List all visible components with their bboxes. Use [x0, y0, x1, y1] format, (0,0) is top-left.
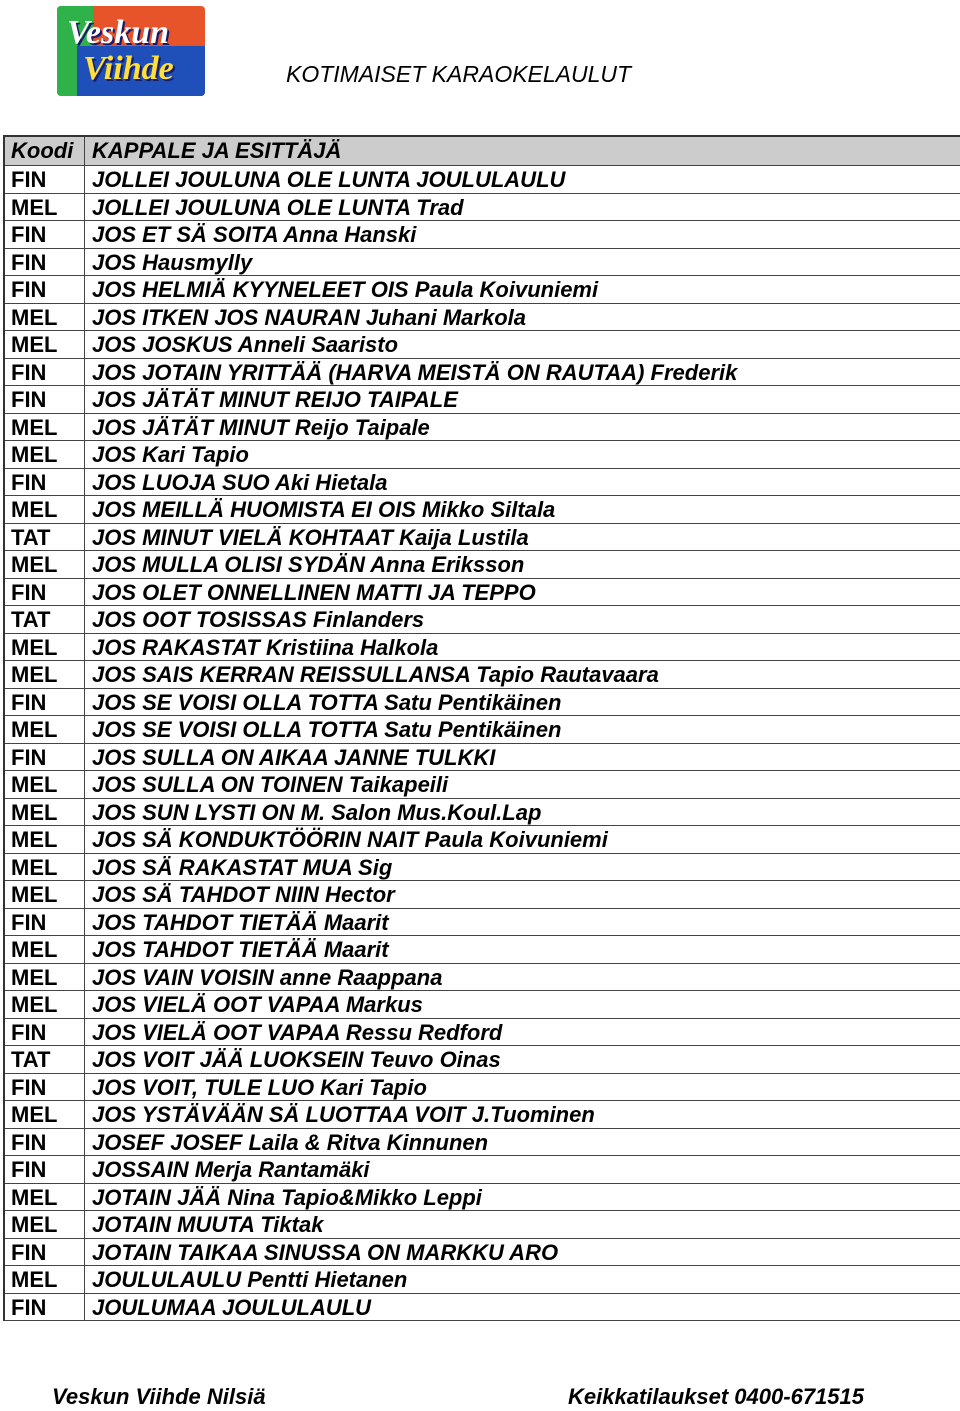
- cell-title: JOLLEI JOULUNA OLE LUNTA Trad: [92, 194, 464, 220]
- cell-title: JOS SUN LYSTI ON M. Salon Mus.Koul.Lap: [92, 799, 542, 825]
- cell-code: MEL: [5, 799, 85, 826]
- cell-code: FIN: [5, 221, 85, 248]
- cell-code: TAT: [5, 606, 85, 633]
- cell-code: FIN: [5, 249, 85, 276]
- cell-code: MEL: [5, 936, 85, 963]
- table-row: [5, 634, 960, 662]
- cell-code: FIN: [5, 1129, 85, 1156]
- table-header-row: [5, 137, 960, 166]
- cell-title: JOTAIN TAIKAA SINUSSA ON MARKKU ARO: [92, 1239, 559, 1265]
- cell-code: MEL: [5, 854, 85, 881]
- table-row: [5, 1129, 960, 1157]
- table-row: [5, 386, 960, 414]
- cell-title: JOS VOIT JÄÄ LUOKSEIN Teuvo Oinas: [92, 1047, 501, 1072]
- table-row: [5, 771, 960, 799]
- table-row: [5, 1019, 960, 1047]
- table-row: [5, 716, 960, 744]
- cell-code: MEL: [5, 551, 85, 578]
- cell-title: JOTAIN MUUTA Tiktak: [92, 1212, 324, 1237]
- table-row: [5, 744, 960, 772]
- table-row: [5, 826, 960, 854]
- table-row: [5, 799, 960, 827]
- cell-code: FIN: [5, 386, 85, 413]
- cell-code: TAT: [5, 1046, 85, 1073]
- cell-title: JOS MEILLÄ HUOMISTA EI OIS Mikko Siltala: [92, 497, 556, 522]
- cell-code: FIN: [5, 1239, 85, 1266]
- cell-title: JOS ET SÄ SOITA Anna Hanski: [92, 222, 417, 247]
- cell-title: JOS VIELÄ OOT VAPAA Ressu Redford: [92, 1019, 503, 1045]
- cell-title: JOS OLET ONNELLINEN MATTI JA TEPPO: [92, 579, 536, 605]
- table-row: [5, 854, 960, 882]
- logo-text-line1: Veskun: [67, 14, 170, 51]
- table-row: [5, 1074, 960, 1102]
- table-body: [5, 166, 960, 1321]
- cell-title: JOS Hausmylly: [92, 249, 253, 275]
- cell-code: MEL: [5, 881, 85, 908]
- table-row: [5, 304, 960, 332]
- table-row: [5, 441, 960, 469]
- column-header-code: Koodi: [5, 137, 85, 165]
- table-row: [5, 606, 960, 634]
- cell-title: JOSSAIN Merja Rantamäki: [92, 1157, 370, 1182]
- table-row: [5, 496, 960, 524]
- cell-code: MEL: [5, 441, 85, 468]
- cell-title: JOS SÄ KONDUKTÖÖRIN NAIT Paula Koivuniemi: [92, 827, 608, 852]
- logo-text-line2: Viihde: [83, 50, 174, 87]
- cell-title: JOTAIN JÄÄ Nina Tapio&Mikko Leppi: [92, 1184, 482, 1210]
- table-row: [5, 1211, 960, 1239]
- cell-title: JOS SULLA ON AIKAA JANNE TULKKI: [92, 744, 496, 770]
- table-row: [5, 1156, 960, 1184]
- table-row: [5, 276, 960, 304]
- cell-title: JOS JÄTÄT MINUT Reijo Taipale: [92, 414, 430, 440]
- cell-code: MEL: [5, 826, 85, 853]
- cell-title: JOS VIELÄ OOT VAPAA Markus: [92, 992, 423, 1017]
- cell-code: MEL: [5, 414, 85, 441]
- cell-title: JOSEF JOSEF Laila & Ritva Kinnunen: [92, 1129, 489, 1155]
- cell-title: JOS SE VOISI OLLA TOTTA Satu Pentikäinen: [92, 717, 562, 742]
- cell-title: JOS VAIN VOISIN anne Raappana: [92, 964, 443, 990]
- cell-title: JOS OOT TOSISSAS Finlanders: [92, 607, 425, 632]
- cell-title: JOS HELMIÄ KYYNELEET OIS Paula Koivuniemi: [92, 277, 599, 302]
- table-row: [5, 1239, 960, 1267]
- table-row: [5, 936, 960, 964]
- table-row: [5, 166, 960, 194]
- table-row: [5, 909, 960, 937]
- column-header-title: KAPPALE JA ESITTÄJÄ: [92, 138, 342, 163]
- cell-title: JOS JOTAIN YRITTÄÄ (HARVA MEISTÄ ON RAUTAA) Frederik: [92, 359, 738, 385]
- cell-code: MEL: [5, 304, 85, 331]
- cell-title: JOS VOIT, TULE LUO Kari Tapio: [92, 1074, 427, 1100]
- cell-title: JOS YSTÄVÄÄN SÄ LUOTTAA VOIT J.Tuominen: [92, 1102, 595, 1127]
- cell-code: MEL: [5, 1211, 85, 1238]
- table-row: [5, 221, 960, 249]
- table-row: [5, 991, 960, 1019]
- table-row: [5, 1266, 960, 1294]
- cell-title: JOS JÄTÄT MINUT REIJO TAIPALE: [92, 387, 458, 412]
- cell-code: FIN: [5, 276, 85, 303]
- company-logo: [57, 6, 205, 96]
- table-row: [5, 551, 960, 579]
- table-row: [5, 1184, 960, 1212]
- table-row: [5, 661, 960, 689]
- cell-title: JOS LUOJA SUO Aki Hietala: [92, 469, 388, 495]
- table-row: [5, 414, 960, 442]
- table-row: [5, 469, 960, 497]
- cell-title: JOS JOSKUS Anneli Saaristo: [92, 332, 399, 357]
- table-row: [5, 1294, 960, 1322]
- footer-contact: Keikkatilaukset 0400-671515: [568, 1384, 864, 1409]
- cell-code: FIN: [5, 166, 85, 193]
- cell-title: JOULUMAA JOULULAULU: [92, 1294, 372, 1320]
- table-row: [5, 689, 960, 717]
- cell-title: JOS TAHDOT TIETÄÄ Maarit: [92, 909, 389, 935]
- cell-title: JOS SÄ RAKASTAT MUA Sig: [92, 854, 393, 880]
- cell-code: MEL: [5, 331, 85, 358]
- table-row: [5, 1046, 960, 1074]
- cell-code: MEL: [5, 771, 85, 798]
- cell-code: FIN: [5, 579, 85, 606]
- cell-code: MEL: [5, 194, 85, 221]
- table-row: [5, 964, 960, 992]
- cell-title: JOS SULLA ON TOINEN Taikapeili: [92, 772, 449, 797]
- page-title: KOTIMAISET KARAOKELAULUT: [286, 61, 632, 87]
- table-row: [5, 881, 960, 909]
- cell-title: JOS TAHDOT TIETÄÄ Maarit: [92, 937, 389, 962]
- cell-code: MEL: [5, 661, 85, 688]
- cell-title: JOS MULLA OLISI SYDÄN Anna Eriksson: [92, 552, 525, 577]
- cell-title: JOULULAULU Pentti Hietanen: [92, 1267, 408, 1292]
- table-row: [5, 194, 960, 222]
- cell-code: FIN: [5, 744, 85, 771]
- cell-code: MEL: [5, 964, 85, 991]
- cell-code: MEL: [5, 1184, 85, 1211]
- cell-code: MEL: [5, 991, 85, 1018]
- cell-code: MEL: [5, 1101, 85, 1128]
- table-row: [5, 331, 960, 359]
- table-row: [5, 579, 960, 607]
- table-row: [5, 1101, 960, 1129]
- cell-code: MEL: [5, 634, 85, 661]
- footer-company: Veskun Viihde Nilsiä: [52, 1384, 266, 1409]
- cell-code: MEL: [5, 1266, 85, 1293]
- cell-code: TAT: [5, 524, 85, 551]
- cell-title: JOS SÄ TAHDOT NIIN Hector: [92, 882, 395, 907]
- cell-code: MEL: [5, 716, 85, 743]
- cell-title: JOS SAIS KERRAN REISSULLANSA Tapio Rautavaara: [92, 662, 659, 687]
- table-row: [5, 249, 960, 277]
- cell-title: JOLLEI JOULUNA OLE LUNTA JOULULAULU: [92, 167, 566, 192]
- cell-code: FIN: [5, 1019, 85, 1046]
- cell-title: JOS ITKEN JOS NAURAN Juhani Markola: [92, 304, 526, 330]
- cell-title: JOS RAKASTAT Kristiina Halkola: [92, 634, 439, 660]
- table-row: [5, 524, 960, 552]
- cell-code: FIN: [5, 469, 85, 496]
- cell-code: FIN: [5, 909, 85, 936]
- cell-code: FIN: [5, 1294, 85, 1321]
- cell-code: FIN: [5, 689, 85, 716]
- logo-background: [57, 6, 205, 96]
- cell-code: FIN: [5, 1156, 85, 1183]
- table-row: [5, 359, 960, 387]
- cell-code: MEL: [5, 496, 85, 523]
- cell-title: JOS SE VOISI OLLA TOTTA Satu Pentikäinen: [92, 689, 562, 715]
- cell-title: JOS MINUT VIELÄ KOHTAAT Kaija Lustila: [92, 524, 529, 550]
- cell-title: JOS Kari Tapio: [92, 442, 249, 467]
- cell-code: FIN: [5, 1074, 85, 1101]
- cell-code: FIN: [5, 359, 85, 386]
- song-table: [3, 135, 960, 1321]
